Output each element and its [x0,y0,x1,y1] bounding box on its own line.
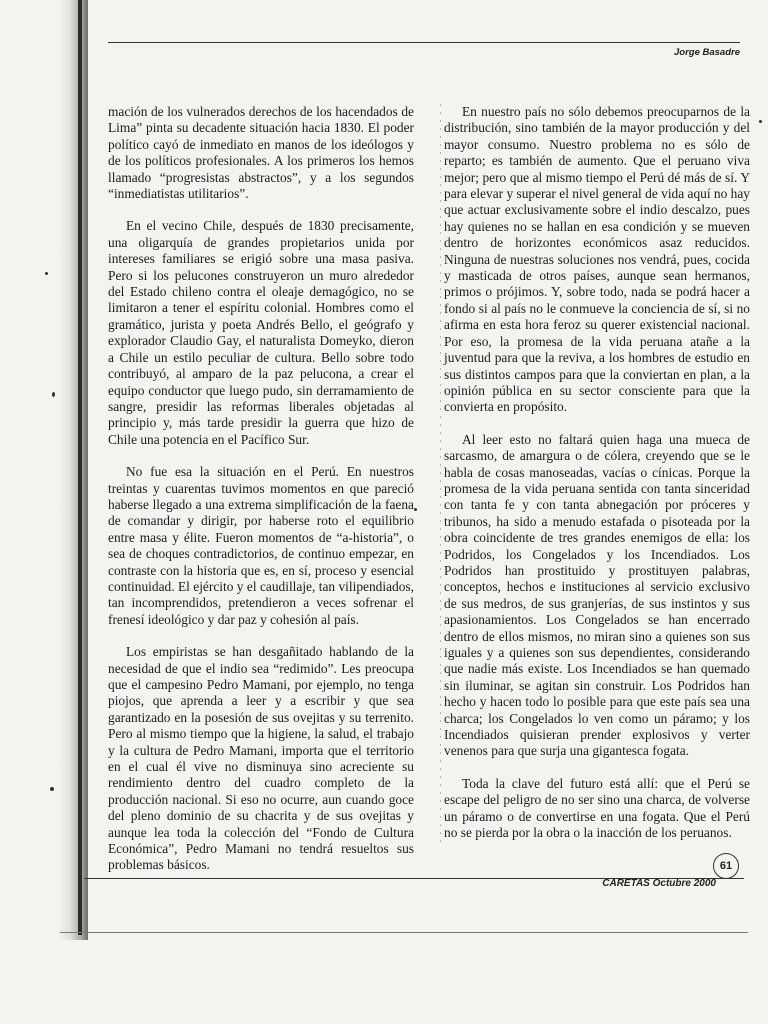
binding-edge [78,0,82,935]
paragraph: En nuestro país no sólo debemos preocuparnos de la distribución, sino también de la mayor producción y del mayor consumo. Nuestro problema no es sólo de reparto; es también de aumento. Que el peruano viva mejor; pero que al mismo tiempo el Perú dé más de sí. Y para elevar y superar el nivel general de vida aquí no hay que actuar exclusivamente sobre el indio descalzo, pues hay quienes no se hallan en esa condición y se mueven dentro de horizontes económicos asaz reducidos. Ninguna de nuestras soluciones nos vendrá, pues, cocida y masticada de otros países, aunque sean hermanos, primos o prójimos. Y, sobre todo, nada se podrá hacer a fondo si al país no le conmueve la conciencia de sí, si no afirma en esta hora feroz su querer existencial nacional. Por eso, la promesa de la vida peruana atañe a la juventud para que la reviva, a los hombres de estudio en sus distintos campos para que la conviertan en plan, a la opinión pública en su sector consciente para que la convierta en propósito. [444,104,750,415]
paragraph: No fue esa la situación en el Perú. En nuestros treintas y cuarentas tuvimos momentos en que pareció haberse llegado a una extrema simplificación de la faena de comandar y dirigir, por haberse roto el equilibrio entre masa y élite. Fueron momentos de “a-historia”, o sea de choques contradictorios, de continuo empezar, en contraste con la historia que es, en sí, proceso y esencial continuidad. El ejército y el caudillaje, tan vilipendiados, tan incomprendidos, pretendieron a veces sofrenar el frenesí ideológico y dar paz y cohesión al país. [108,464,414,627]
paragraph: mación de los vulnerados derechos de los hacendados de Lima” pinta su decadente situación hacia 1830. El poder político cayó de inmediato en manos de los ideólogos y de los políticos profesionales. A los primeros los hemos llamado “progresistas abstractos”, y a los segundos “inmediatistas utilitarios”. [108,104,414,202]
paragraph: En el vecino Chile, después de 1830 precisamente, una oligarquía de grandes propietarios unida por intereses familiares se erigió sobre una masa pasiva. Pero si los pelucones construyeron un muro alrededor del Estado chileno contra el oleaje demagógico, no se limitaron a tener el espíritu colonial. Hombres como el gramático, jurista y poeta Andrés Bello, el geógrafo y explorador Claudio Gay, el naturalista Domeyko, dieron a Chile un estilo peculiar de cultura. Bello sobre todo contribuyó, al amparo de la paz pelucona, a crear el equipo conductor que luego pudo, sin derramamiento de sangre, presidir las reformas liberales objetadas al principio y, más tarde presidir la guerra que hizo de Chile una potencia en el Pacífico Sur. [108,218,414,447]
binding-shadow [58,0,88,940]
scan-speck [50,787,54,791]
footer-magazine: CARETAS Octubre 2000 [602,878,716,889]
running-head-author: Jorge Basadre [673,47,740,58]
header-rule [108,42,740,43]
left-column [108,104,414,890]
scan-speck [759,120,762,123]
scan-speck [414,508,417,511]
scan-speck [45,272,48,275]
scan-speck [52,392,55,397]
page-bottom-edge [60,932,748,933]
column-divider [440,104,441,842]
paragraph: Toda la clave del futuro está allí: que el Perú se escape del peligro de no ser sino una charca, de volverse un páramo o de convertirse en una fogata. Que el Perú no se pierda por la obra o la inacción de los peruanos. [444,775,750,841]
paragraph: Los empiristas se han desgañitado hablando de la necesidad de que el indio sea “redimido”. Les preocupa que el campesino Pedro Mamani, por ejemplo, no tenga piojos, que aprenda a leer y a escribir y que sea garantizado en la posesión de sus ovejitas y su terrenito. Pero al mismo tiempo que la higiene, la salud, el trabajo y la cultura de Pedro Mamani, importa que el territorio en el cual él vive no disminuya sino acreciente su rendimiento dentro del cuadro completo de la producción nacional. Si eso no ocurre, aun cuando goce del pleno dominio de su chacrita y de sus ovejitas y aunque lea toda la colección del “Fondo de Cultura Económica”, Pedro Mamani no tendrá resueltos sus problemas básicos. [108,644,414,873]
paragraph: Al leer esto no faltará quien haga una mueca de sarcasmo, de amargura o de cólera, creyendo que se le habla de cosas manoseadas, vacías o cínicas. Porque la promesa de la vida peruana sentida con tanta sinceridad con tanta fe y con tanta abnegación por próceres y tribunos, ha sido a menudo estafada o pisoteada por la obra coincidente de tres grandes enemigos de ella: los Podridos, los Congelados y los Incendiados. Los Podridos han prostituido y prostituyen palabras, conceptos, hechos e instituciones al servicio exclusivo de sus medros, de sus granjerías, de sus instintos y sus apasionamientos. Los Congelados se han encerrado dentro de ellos mismos, no miran sino a quienes son sus iguales y a quienes son sus dependientes, considerando que nadie más existe. Los Incendiados se han quemado sin iluminar, se agitan sin construir. Los Podridos han hecho y hacen todo lo posible para que este país sea una charca; los Congelados lo ven como un páramo; y los Incendiados quisieran prender explosivos y verter venenos para que surja una gigantesca fogata. [444,431,750,759]
page-number: 61 [713,853,739,879]
right-column [444,104,750,857]
